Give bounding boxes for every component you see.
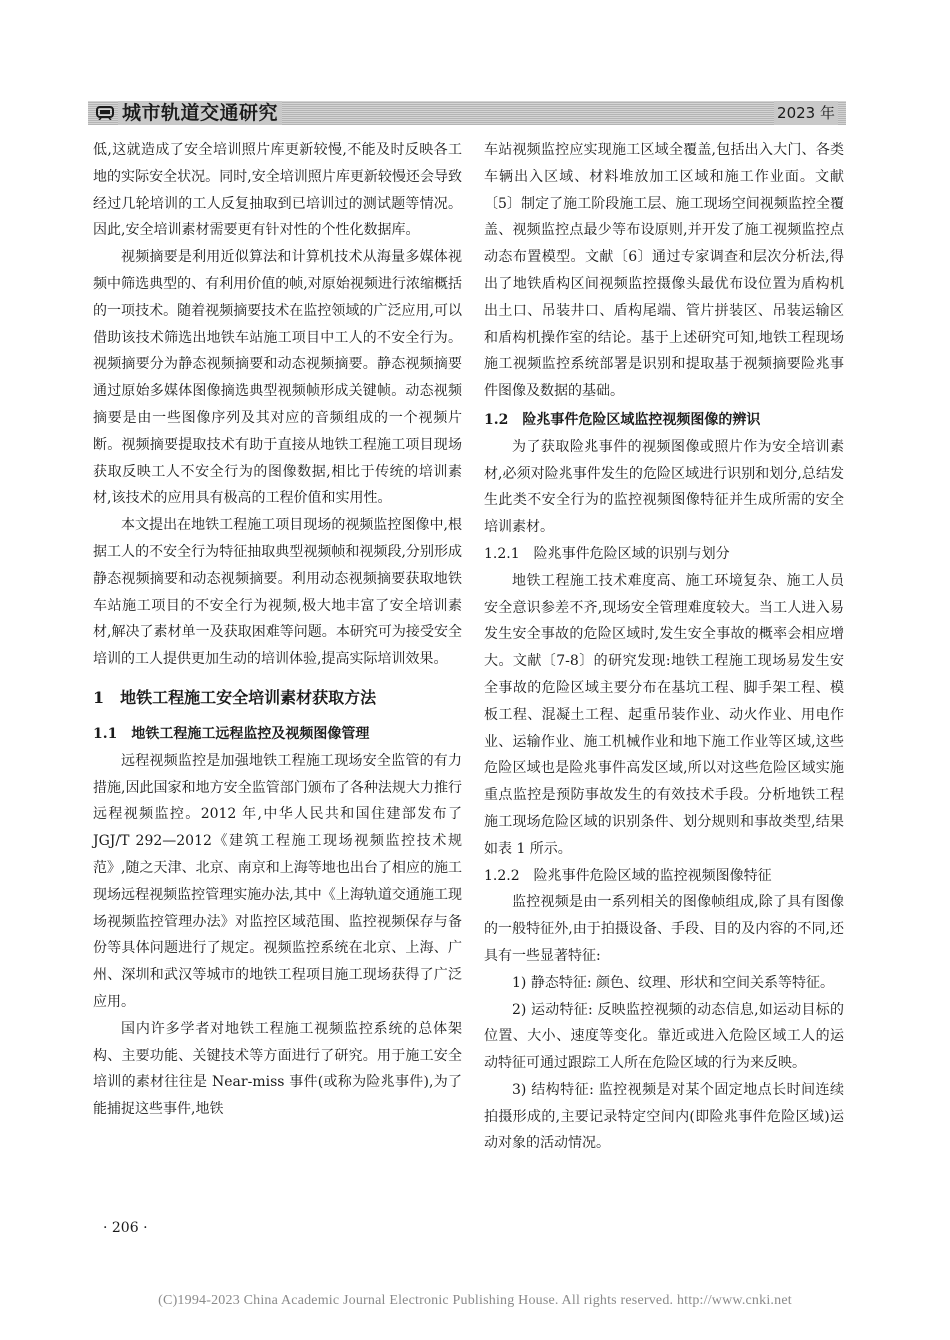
paragraph: 视频摘要是利用近似算法和计算机技术从海量多媒体视频中筛选典型的、有利用价值的帧,对原始视频进行浓缩概括的一项技术。随着视频摘要技术在监控领域的广泛应用,可以借助该技术筛选出地铁车站施工项目中工人的不安全行为。视频摘要分为静态视频摘要和动态视频摘要。静态视频摘要通过原始多媒体图像摘选典型视频帧形成关键帧。动态视频摘要是由一些图像序列及其对应的音频组成的一个视频片断。视频摘要提取技术有助于直接从地铁工程施工项目现场获取反映工人不安全行为的图像数据,相比于传统的培训素材,该技术的应用具有极高的工程价值和实用性。 bbox=[93, 249, 462, 507]
journal-title: 城市轨道交通研究 bbox=[118, 101, 282, 125]
feature-item: 2) 运动特征: 反映监控视频的动态信息,如运动目标的位置、大小、速度等变化。靠近或进入危险区域工人的运动特征可通过跟踪工人所在危险区域的行为来反映。 bbox=[484, 1001, 844, 1072]
section-heading-1-2-1: 1.2.1 险兆事件危险区域的识别与划分 bbox=[484, 545, 730, 562]
left-column bbox=[93, 137, 462, 1123]
section-heading-1: 1 地铁工程施工安全培训素材获取方法 bbox=[93, 687, 377, 707]
paragraph: 低,这就造成了安全培训照片库更新较慢,不能及时反映各工地的实际安全状况。同时,安全培训照片库更新较慢还会导致经过几轮培训的工人反复抽取到已培训过的测试题等情况。因此,安全培训素材需要更有针对性的个性化数据库。 bbox=[93, 142, 462, 239]
paragraph: 本文提出在地铁工程施工项目现场的视频监控图像中,根据工人的不安全行为特征抽取典型视频帧和视频段,分别形成静态视频摘要和动态视频摘要。利用动态视频摘要获取地铁车站施工项目的不安全行为视频,极大地丰富了安全培训素材,解决了素材单一及获取困难等问题。本研究可为接受安全培训的工人提供更加生动的培训体验,提高实际培训效果。 bbox=[93, 517, 462, 668]
journal-logo-icon bbox=[96, 106, 114, 120]
section-heading-1-1: 1.1 地铁工程施工远程监控及视频图像管理 bbox=[93, 725, 370, 742]
feature-item: 1) 静态特征: 颜色、纹理、形状和空间关系等特征。 bbox=[512, 974, 834, 991]
page-number: · 206 · bbox=[103, 1220, 148, 1236]
paragraph: 监控视频是由一系列相关的图像帧组成,除了具有图像的一般特征外,由于拍摄设备、手段、目的及内容的不同,还具有一些显著特征: bbox=[484, 894, 844, 964]
copyright-footer: (C)1994-2023 China Academic Journal Electronic Publishing House. All rights reserved. http://www.cnki.net bbox=[158, 1293, 792, 1308]
paragraph: 为了获取险兆事件的视频图像或照片作为安全培训素材,必须对险兆事件发生的危险区域进行识别和划分,总结发生此类不安全行为的监控视频图像特征并生成所需的安全培训素材。 bbox=[484, 438, 844, 536]
paragraph: 远程视频监控是加强地铁工程施工现场安全监管的有力措施,因此国家和地方安全监管部门颁布了各种法规大力推行远程视频监控。2012 年,中华人民共和国住建部发布了 JGJ/T 292—2012《建筑工程施工现场视频监控技术规范》,随之天津、北京、南京和上海等地也出台了相应的施工现场远程视频监控管理实施办法,其中《上海轨道交通施工现场视频监控管理办法》对监控区域范围、监控视频保存与备份等具体问题进行了规定。视频监控系统在北京、上海、广州、深圳和武汉等城市的地铁工程项目施工现场获得了广泛应用。 bbox=[93, 752, 462, 1010]
running-header bbox=[88, 101, 846, 125]
section-heading-1-2-2: 1.2.2 险兆事件危险区域的监控视频图像特征 bbox=[484, 867, 772, 884]
paragraph: 地铁工程施工技术难度高、施工环境复杂、施工人员安全意识参差不齐,现场安全管理难度较大。当工人进入易发生安全事故的危险区域时,发生安全事故的概率会相应增大。文献〔7-8〕的研究发现:地铁工程施工现场易发生安全事故的危险区域主要分布在基坑工程、脚手架工程、模板工程、混凝土工程、起重吊装作业、动火作业、用电作业、运输作业、施工机械作业和地下施工作业等区域,这些危险区域也是险兆事件高发区域,所以对这些危险区域实施重点监控是预防事故发生的有效技术手段。分析地铁工程施工现场危险区域的识别条件、划分规则和事故类型,结果如表 1 所示。 bbox=[484, 572, 844, 857]
feature-item: 3) 结构特征: 监控视频是对某个固定地点长时间连续拍摄形成的,主要记录特定空间内(即险兆事件危险区域)运动对象的活动情况。 bbox=[484, 1081, 844, 1152]
paragraph: 车站视频监控应实现施工区域全覆盖,包括出入大门、各类车辆出入区域、材料堆放加工区域和施工作业面。文献〔5〕制定了施工阶段施工层、施工现场空间视频监控全覆盖、视频监控点最少等布设原则,并开发了施工视频监控点动态布置模型。文献〔6〕通过专家调查和层次分析法,得出了地铁盾构区间视频监控摄像头最优布设位置为盾构机出土口、吊装井口、盾构尾端、管片拼装区、吊装运输区和盾构机操作室的结论。基于上述研究可知,地铁工程现场施工视频监控系统部署是识别和提取基于视频摘要险兆事件图像及数据的基础。 bbox=[484, 142, 844, 400]
issue-year: 2023 年 bbox=[774, 101, 838, 125]
section-heading-1-2: 1.2 险兆事件危险区域监控视频图像的辨识 bbox=[484, 411, 761, 428]
right-column bbox=[484, 137, 844, 1157]
paragraph: 国内许多学者对地铁工程施工视频监控系统的总体架构、主要功能、关键技术等方面进行了研究。用于施工安全培训的素材往往是 Near-miss 事件(或称为险兆事件),为了能捕捉这些事件,地铁 bbox=[93, 1020, 462, 1118]
